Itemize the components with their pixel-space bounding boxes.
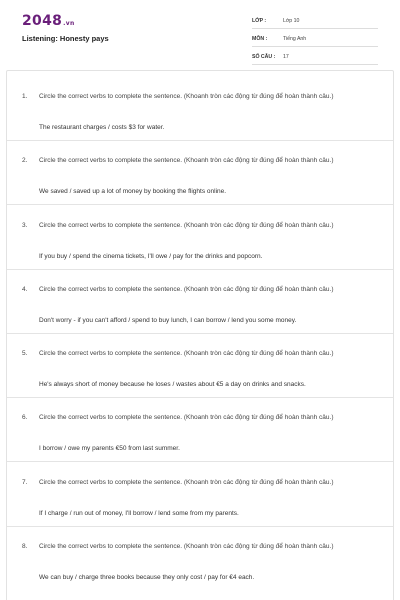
logo-suffix: .vn (63, 20, 75, 27)
question-sentence: If you buy / spend the cinema tickets, I'll owe / pay for the drinks and popcorn. (39, 253, 263, 260)
question-divider (7, 140, 393, 141)
question-list (6, 70, 394, 600)
document-title: Listening: Honesty pays (22, 34, 109, 43)
question-divider (7, 333, 393, 334)
question-instruction: Circle the correct verbs to complete the sentence. (Khoanh tròn các động từ đúng để hoàn thành câu.) (39, 350, 334, 357)
question-instruction: Circle the correct verbs to complete the sentence. (Khoanh tròn các động từ đúng để hoàn thành câu.) (39, 222, 334, 229)
meta-label-subject: MÔN : (252, 36, 268, 42)
question-instruction: Circle the correct verbs to complete the sentence. (Khoanh tròn các động từ đúng để hoàn thành câu.) (39, 543, 334, 550)
meta-label-class: LỚP : (252, 18, 267, 24)
question-sentence: We can buy / charge three books because they only cost / pay for €4 each. (39, 574, 255, 581)
site-logo[interactable] (22, 14, 75, 28)
question-number: 1. (22, 93, 28, 100)
question-number: 3. (22, 222, 28, 229)
question-sentence: He's always short of money because he loses / wastes about €5 a day on drinks and snacks. (39, 381, 306, 388)
question-sentence: We saved / saved up a lot of money by booking the flights online. (39, 188, 227, 195)
question-divider (7, 461, 393, 462)
meta-row-question-count (252, 50, 378, 65)
question-instruction: Circle the correct verbs to complete the sentence. (Khoanh tròn các động từ đúng để hoàn thành câu.) (39, 286, 334, 293)
question-divider (7, 397, 393, 398)
logo-text: 2048 (22, 13, 63, 29)
question-sentence: Don't worry - if you can't afford / spend to buy lunch, I can borrow / lend you some money. (39, 317, 297, 324)
document-meta (252, 14, 378, 68)
question-sentence: I borrow / owe my parents €50 from last summer. (39, 445, 180, 452)
question-instruction: Circle the correct verbs to complete the sentence. (Khoanh tròn các động từ đúng để hoàn thành câu.) (39, 414, 334, 421)
question-instruction: Circle the correct verbs to complete the sentence. (Khoanh tròn các động từ đúng để hoàn thành câu.) (39, 157, 334, 164)
question-instruction: Circle the correct verbs to complete the sentence. (Khoanh tròn các động từ đúng để hoàn thành câu.) (39, 93, 334, 100)
meta-row-subject (252, 32, 378, 47)
question-number: 6. (22, 414, 28, 421)
question-divider (7, 269, 393, 270)
question-sentence: The restaurant charges / costs $3 for water. (39, 124, 165, 131)
meta-label-question-count: SỐ CÂU : (252, 54, 276, 60)
question-divider (7, 204, 393, 205)
question-instruction: Circle the correct verbs to complete the sentence. (Khoanh tròn các động từ đúng để hoàn thành câu.) (39, 479, 334, 486)
question-divider (7, 526, 393, 527)
question-number: 8. (22, 543, 28, 550)
meta-row-class (252, 14, 378, 29)
question-sentence: If I charge / run out of money, I'll borrow / lend some from my parents. (39, 510, 239, 517)
question-number: 5. (22, 350, 28, 357)
meta-value-class: Lớp 10 (283, 18, 300, 24)
meta-value-question-count: 17 (283, 54, 289, 60)
question-number: 7. (22, 479, 28, 486)
document-header (0, 0, 400, 66)
question-number: 2. (22, 157, 28, 164)
question-number: 4. (22, 286, 28, 293)
meta-value-subject: Tiếng Anh (283, 36, 307, 42)
